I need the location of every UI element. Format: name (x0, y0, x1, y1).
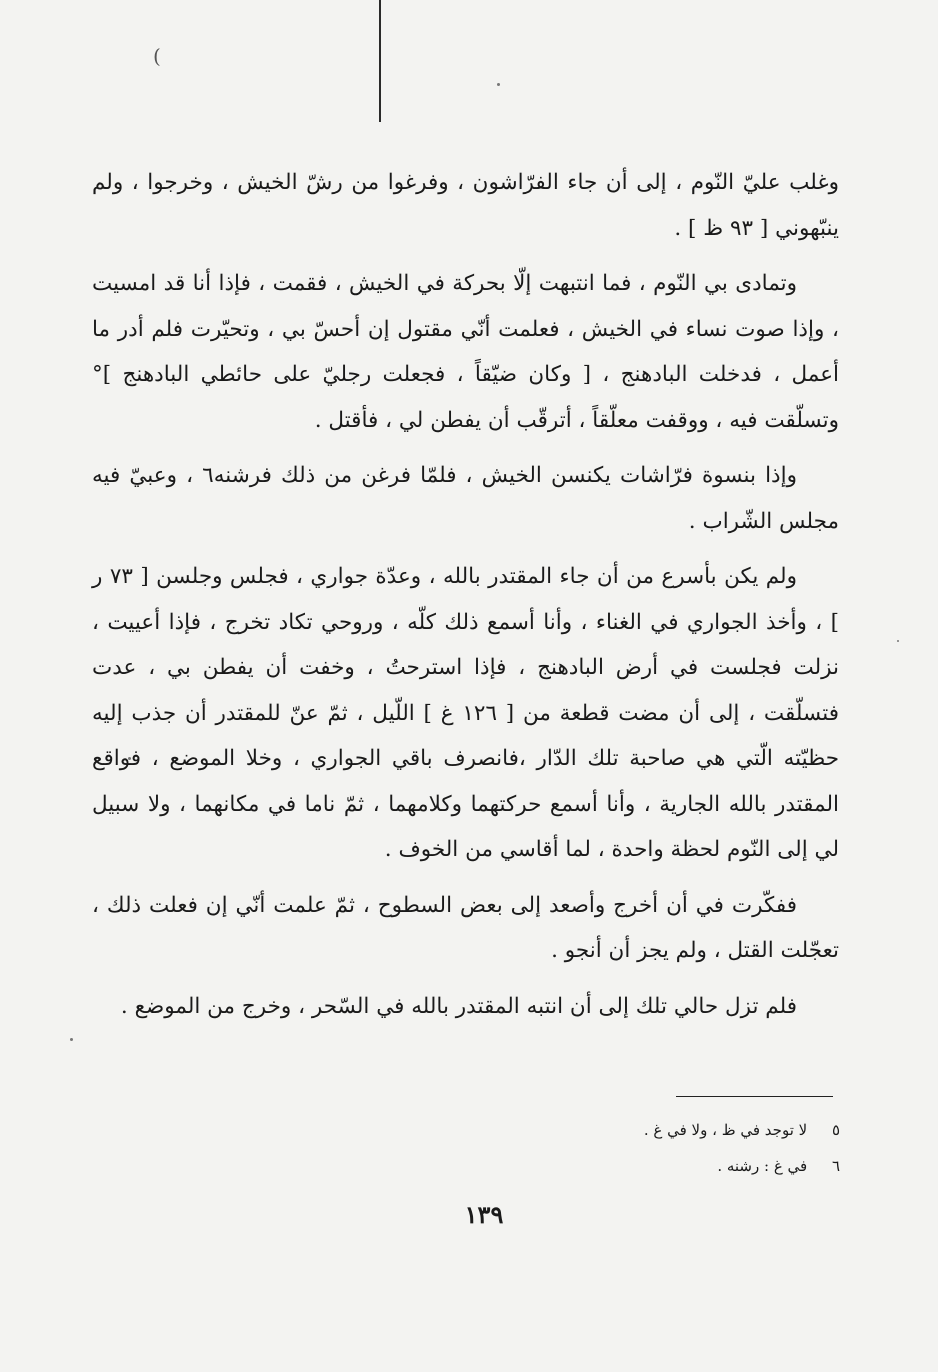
margin-mark: ) (153, 44, 161, 68)
footnotes (400, 1112, 840, 1184)
footnote-text: لا توجد في ظ ، ولا في غ . (643, 1121, 808, 1139)
page-number: ١٣٩ (464, 1200, 504, 1229)
footnote-number: ٦ (831, 1157, 840, 1175)
scan-speck (497, 83, 500, 86)
footnote-item (400, 1112, 840, 1148)
gutter-line (379, 0, 381, 122)
scan-speck (70, 1038, 73, 1041)
paragraph: فلم تزل حالي تلك إلى أن انتبه المقتدر بالله في السّحر ، وخرج من الموضع . (120, 993, 797, 1019)
footnote-number: ٥ (831, 1121, 840, 1139)
paragraph: وإذا بنسوة فرّاشات يكنسن الخيش ، فلمّا فرغن من ذلك فرشنه٦ ، وعبيّ فيه مجلس الشّراب . (92, 463, 839, 534)
footnote-item (400, 1148, 840, 1184)
body-text (92, 160, 839, 1039)
paragraph: ففكّرت في أن أخرج وأصعد إلى بعض السطوح ، ثمّ علمت أنّي إن فعلت ذلك ، تعجّلت القتل ، ولم يجز أن أنجو . (92, 892, 839, 963)
paragraph: وتمادى بي النّوم ، فما انتبهت إلّا بحركة في الخيش ، فقمت ، فإذا أنا قد امسيت ، وإذا صوت نساء في الخيش ، فعلمت أنّي مقتول إن أحسّ بي ، وتحيّرت فلم أدر ما أعمل ، فدخلت البادهنج ، [ وكان ضيّقاً ، فجعلت رجليّ على حائطي البادهنج ]° وتسلّقت فيه ، ووقفت معلّقاً ، أترقّب أن يفطن لي ، فأقتل . (92, 271, 839, 433)
footnote-text: في غ : رشنه . (717, 1157, 808, 1175)
paragraph: وغلب عليّ النّوم ، إلى أن جاء الفرّاشون ، وفرغوا من رشّ الخيش ، وخرجوا ، ولم ينبّهوني [ ٩٣ ظ ] . (92, 170, 839, 241)
scan-speck (897, 640, 899, 642)
footnote-divider (676, 1096, 833, 1097)
paragraph: ولم يكن بأسرع من أن جاء المقتدر بالله ، وعدّة جواري ، فجلس وجلسن [ ٧٣ ر ] ، وأخذ الجواري في الغناء ، وأنا أسمع ذلك كلّه ، وروحي تكاد تخرج ، فإذا أعييت ، نزلت فجلست في أرض البادهنج ، فإذا استرحتُ ، وخفت أن يفطن بي ، عدت فتسلّقت ، إلى أن مضت قطعة من [ ١٢٦ غ ] اللّيل ، ثمّ عنّ للمقتدر أن جذب إليه حظيّته الّتي هي صاحبة تلك الدّار ،فانصرف باقي الجواري ، وخلا الموضع ، فواقع المقتدر بالله الجارية ، وأنا أسمع حركتهما وكلامهما ، ثمّ ناما في مكانهما ، ولا سبيل لي إلى النّوم لحظة واحدة ، لما أقاسي من الخوف . (92, 564, 839, 862)
